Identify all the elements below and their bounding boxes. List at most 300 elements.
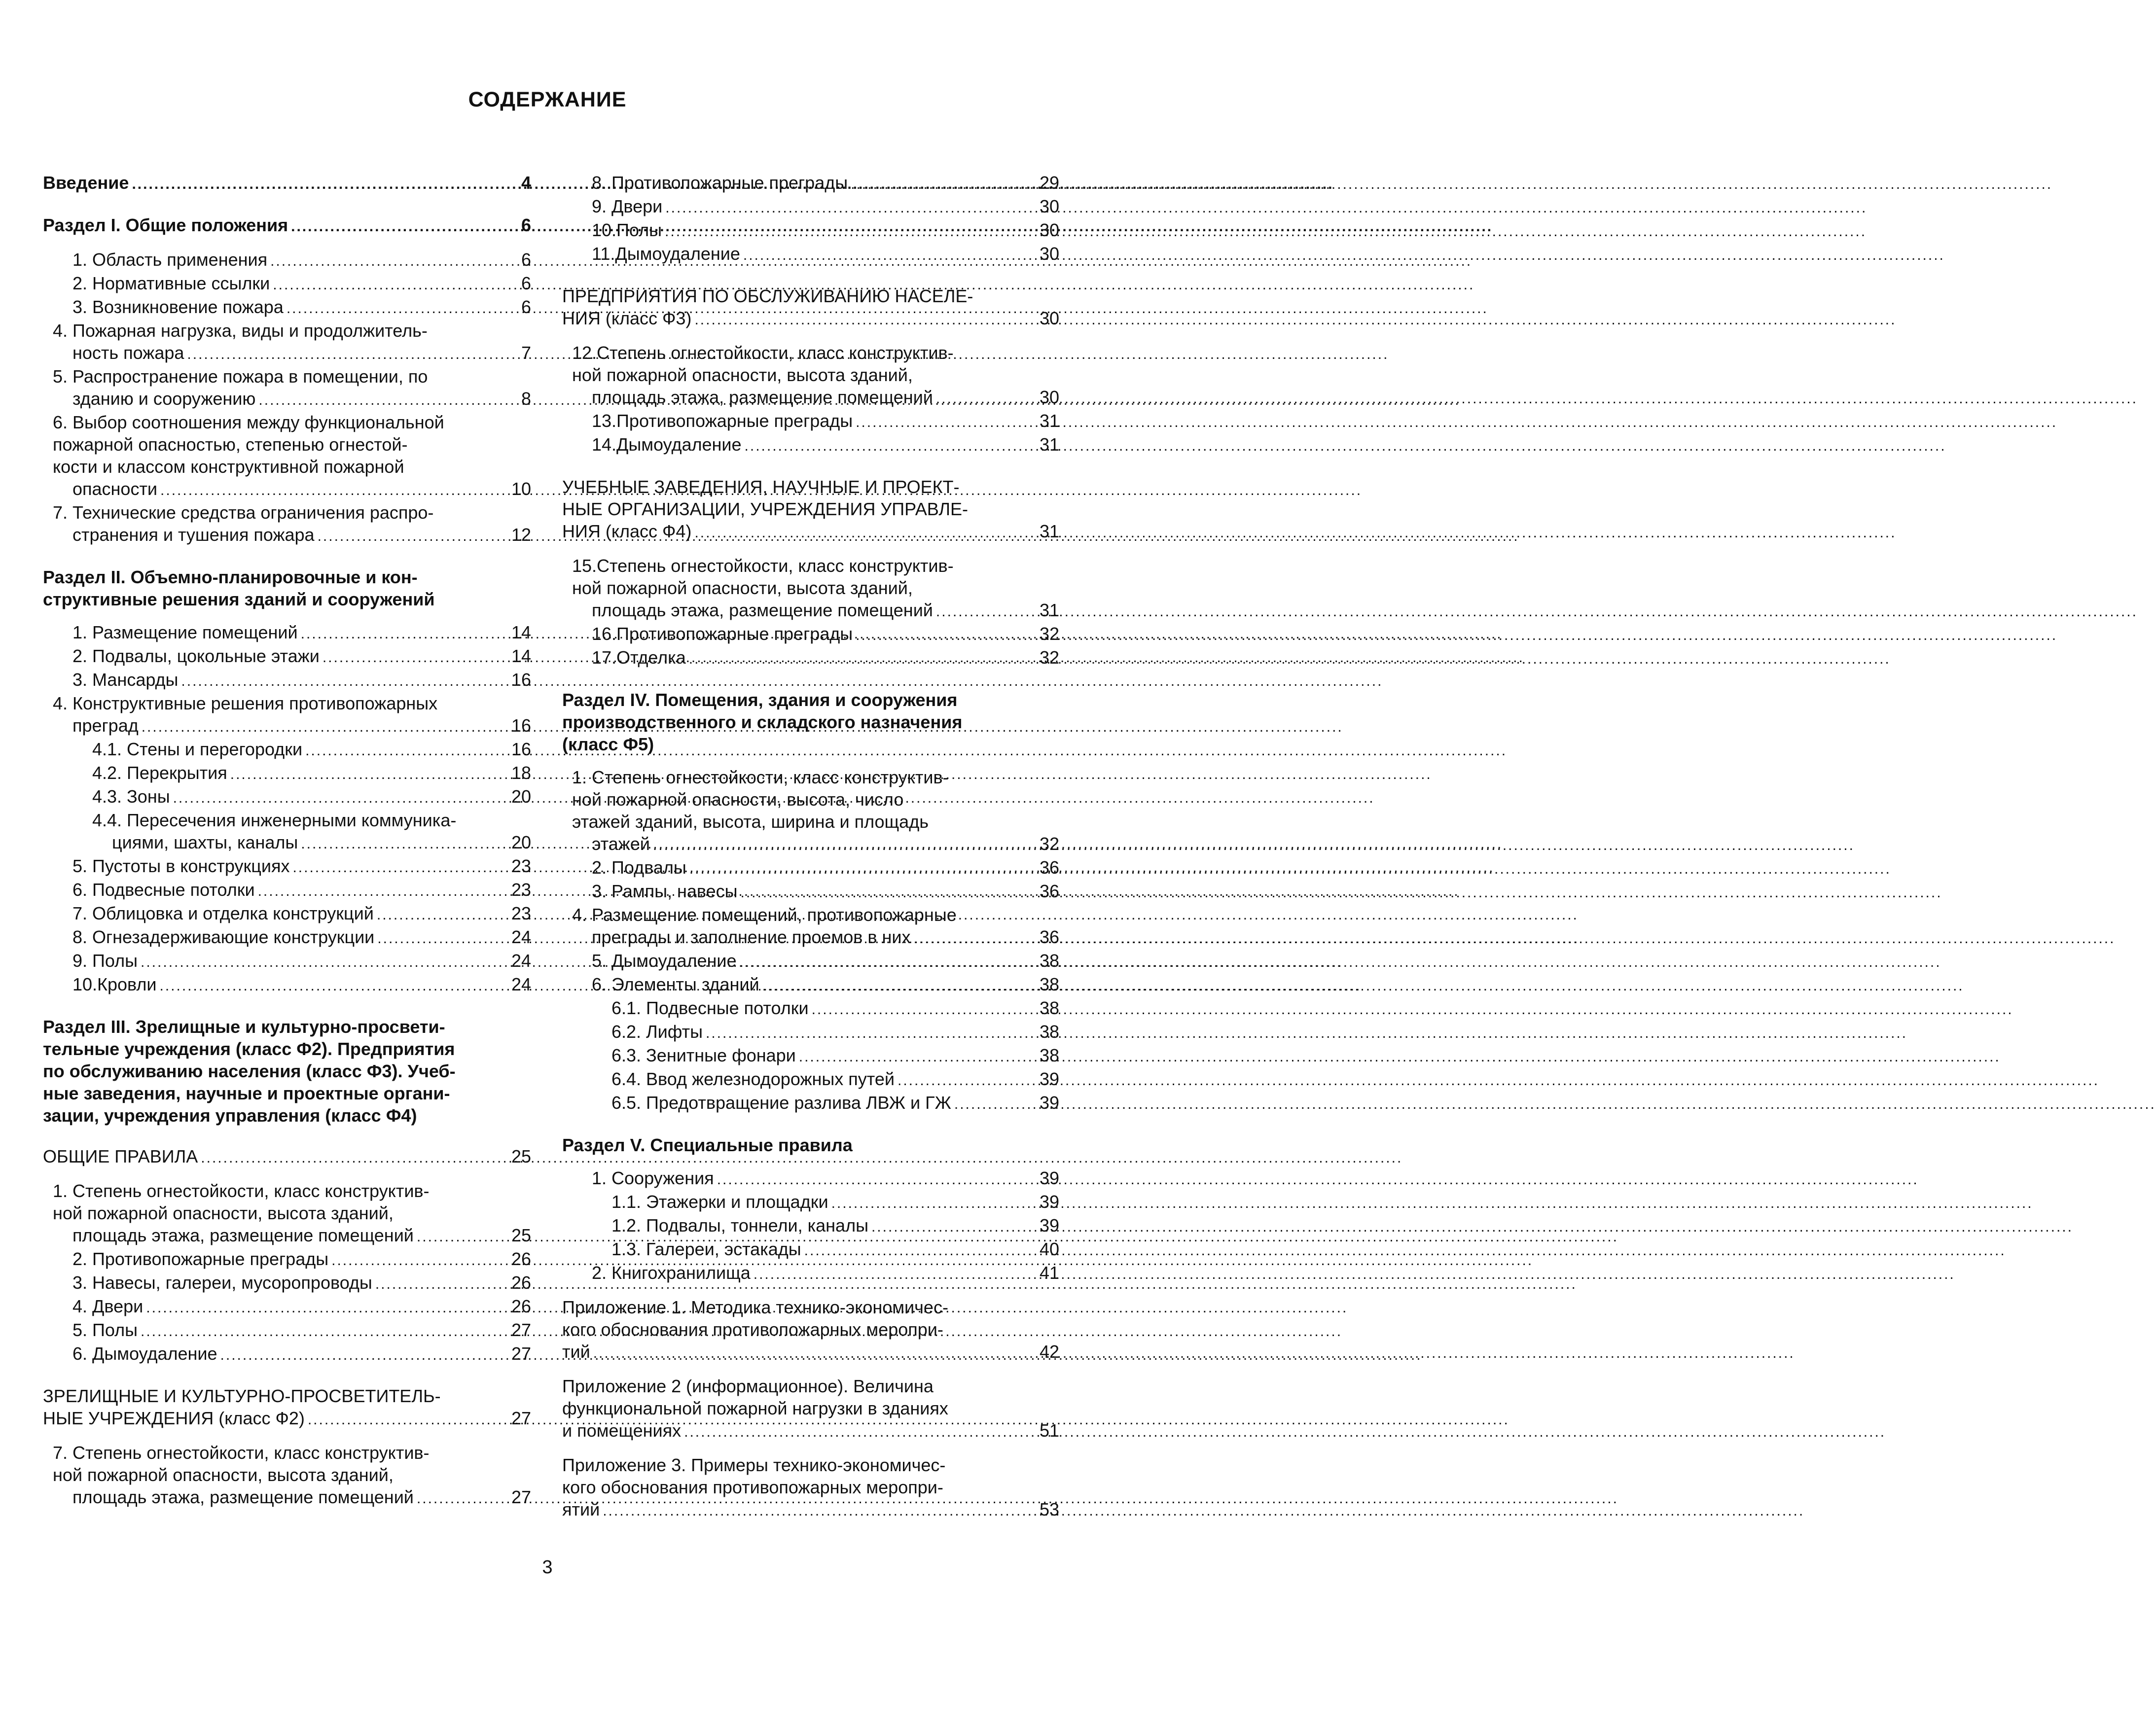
toc-page-number: 31 [1039, 600, 1059, 620]
toc-entry-text: Раздел I. Общие положения [43, 215, 288, 235]
toc-entry[interactable] [562, 1092, 1059, 1115]
toc-entry-line: производственного и складского назначения [562, 712, 963, 732]
toc-entry-last-line [72, 248, 531, 272]
dot-leader [913, 927, 1037, 950]
toc-entry[interactable] [562, 243, 1059, 266]
dot-leader [717, 1168, 1037, 1191]
dot-leader [653, 834, 1037, 856]
toc-page-number: 25 [511, 1146, 531, 1166]
toc-page-number: 30 [1039, 196, 1059, 216]
toc-page-number: 31 [1039, 521, 1059, 541]
toc-entry-last-line [562, 1134, 1059, 1156]
toc-entry-text: этажей [592, 834, 650, 854]
toc-entry-text: преграды и заполнение проемов в них [592, 927, 911, 947]
toc-entry-last-line [72, 1248, 531, 1272]
toc-page-number: 36 [1039, 927, 1059, 947]
toc-entry[interactable] [43, 692, 531, 738]
dot-leader [141, 951, 508, 973]
toc-entry-last-line [592, 219, 1059, 243]
toc-page-number: 30 [1039, 244, 1059, 264]
toc-entry-last-line [592, 1167, 1059, 1191]
toc-entry-text: 11.Дымоудаление [592, 244, 740, 264]
toc-entry[interactable] [562, 880, 1059, 904]
toc-entry[interactable] [43, 1295, 531, 1319]
toc-page-number: 8 [521, 389, 531, 409]
toc-entry-line: 4. Конструктивные решения противопожарных [53, 693, 438, 713]
toc-entry[interactable] [562, 1262, 1059, 1285]
toc-page-number: 32 [1039, 624, 1059, 644]
toc-entry-last-line [592, 599, 1059, 623]
toc-entry[interactable] [43, 272, 531, 296]
toc-entry-last-line [43, 1145, 531, 1169]
toc-entry-line: ной пожарной опасности, высота, число [572, 789, 904, 810]
dot-leader [740, 951, 1037, 973]
toc-entry[interactable] [562, 342, 1059, 410]
toc-entry-last-line [92, 738, 531, 762]
toc-entry-last-line [72, 902, 531, 926]
toc-entry[interactable] [43, 621, 531, 645]
toc-entry-last-line [611, 1238, 1059, 1262]
toc-entry[interactable] [562, 555, 1059, 623]
toc-entry-last-line [72, 478, 531, 501]
toc-entry-line: 1. Степень огнестойкости, класс конструктив- [53, 1181, 430, 1201]
toc-entry[interactable] [43, 879, 531, 902]
toc-entry-text: 14.Дымоудаление [592, 434, 742, 455]
toc-page-number: 16 [511, 715, 531, 736]
page-number: 3 [542, 1557, 553, 1578]
dot-leader [331, 1249, 508, 1272]
toc-entry-last-line [611, 1092, 1059, 1115]
dot-leader [799, 1046, 1037, 1068]
toc-page-number: 30 [1039, 387, 1059, 407]
toc-entry[interactable] [562, 1191, 1059, 1214]
toc-entry[interactable] [43, 1248, 531, 1272]
toc-entry-text: 8. Огнезадерживающие конструкции [72, 927, 375, 947]
toc-entry-line: 6. Выбор соотношения между функциональной [53, 412, 444, 432]
toc-page-number: 20 [511, 832, 531, 852]
toc-column-left [43, 172, 531, 1510]
toc-entry-last-line [592, 856, 1059, 880]
toc-entry[interactable] [562, 1375, 1059, 1443]
toc-page-number: 53 [1039, 1499, 1059, 1519]
toc-page-number: 36 [1039, 857, 1059, 878]
toc-entry-last-line [72, 524, 531, 547]
toc-section-heading[interactable] [43, 172, 531, 195]
toc-page-number: 30 [1039, 308, 1059, 328]
toc-entry-last-line [562, 1341, 1059, 1364]
toc-entry-last-line [112, 831, 531, 855]
toc-entry[interactable] [562, 1238, 1059, 1262]
toc-entry[interactable] [43, 1442, 531, 1510]
toc-entry-last-line [611, 1044, 1059, 1068]
toc-page-number: 6 [521, 273, 531, 293]
toc-entry-last-line [592, 833, 1059, 856]
toc-entry-text: 2. Противопожарные преграды [72, 1249, 329, 1269]
toc-page-number: 51 [1039, 1420, 1059, 1441]
toc-page-number: 6 [521, 249, 531, 270]
toc-entry[interactable] [562, 973, 1059, 997]
toc-entry[interactable] [43, 645, 531, 669]
toc-entry-last-line [592, 172, 1059, 195]
dot-leader [173, 787, 508, 809]
toc-page-number: 16 [511, 670, 531, 690]
toc-page-number: 14 [511, 622, 531, 642]
toc-entry-text: структивные решения зданий и сооружений [43, 589, 435, 609]
toc-entry-last-line [72, 950, 531, 973]
toc-entry-line: Раздел II. Объемно-планировочные и кон- [43, 567, 418, 587]
toc-entry[interactable] [562, 856, 1059, 880]
toc-entry[interactable] [562, 1021, 1059, 1044]
toc-page-number: 38 [1039, 1022, 1059, 1042]
toc-entry[interactable] [43, 1272, 531, 1295]
toc-entry[interactable] [562, 285, 1059, 331]
toc-entry-last-line [92, 785, 531, 809]
toc-entry-last-line [592, 433, 1059, 457]
toc-entry-text: 5. Дымоудаление [592, 951, 737, 971]
toc-entry[interactable] [562, 1214, 1059, 1238]
dot-leader [856, 411, 1037, 433]
toc-page-number: 26 [511, 1272, 531, 1293]
toc-entry-line: 7. Степень огнестойкости, класс конструктив- [53, 1443, 430, 1463]
toc-page-number: 6 [521, 215, 531, 235]
toc-page-number: 26 [511, 1249, 531, 1269]
dot-leader [417, 1226, 508, 1248]
toc-entry-last-line [592, 973, 1059, 997]
dot-leader [258, 389, 508, 411]
toc-entry-text: 6.4. Ввод железнодорожных путей [611, 1069, 895, 1089]
toc-entry-last-line [43, 1104, 531, 1127]
toc-entry[interactable] [43, 973, 531, 997]
toc-entry[interactable] [43, 501, 531, 547]
dot-leader [754, 1263, 1037, 1285]
toc-page-number: 30 [1039, 220, 1059, 240]
toc-entry-line: этажей зданий, высота, ширина и площадь [572, 812, 929, 832]
toc-entry-last-line [72, 1272, 531, 1295]
toc-entry-text: циями, шахты, каналы [112, 832, 298, 852]
dot-leader [318, 525, 508, 547]
toc-entry-text: 2. Подвалы, цокольные этажи [72, 646, 320, 666]
toc-page-number: 24 [511, 927, 531, 947]
toc-entry[interactable] [43, 762, 531, 785]
toc-page-number: 12 [511, 525, 531, 545]
toc-entry-line: ной пожарной опасности, высота зданий, [53, 1203, 394, 1223]
toc-page-number: 39 [1039, 1069, 1059, 1089]
toc-entry[interactable] [562, 997, 1059, 1021]
dot-leader [159, 975, 508, 997]
dot-leader [292, 856, 508, 879]
toc-entry[interactable] [43, 809, 531, 855]
toc-entry-line: 4.4. Пересечения инженерными коммуника- [92, 810, 457, 830]
toc-entry-text: Раздел V. Специальные правила [562, 1135, 853, 1155]
toc-page-number: 20 [511, 786, 531, 807]
toc-page-number: 24 [511, 974, 531, 994]
toc-entry-text: площадь этажа, размещение помещений [72, 1225, 414, 1245]
toc-entry-text: тий [562, 1342, 590, 1362]
toc-section-heading[interactable] [43, 214, 531, 238]
toc-entry-text: 5. Полы [72, 1320, 138, 1340]
toc-entry-line: 4. Пожарная нагрузка, виды и продолжитель- [53, 320, 428, 341]
toc-entry[interactable] [562, 766, 1059, 856]
toc-section-heading[interactable] [562, 689, 1059, 755]
toc-entry[interactable] [43, 785, 531, 809]
toc-entry[interactable] [43, 319, 531, 365]
toc-entry-line: 12.Степень огнестойкости, класс конструктив- [572, 343, 954, 363]
dot-leader [377, 927, 508, 950]
toc-entry-text: 1. Размещение помещений [72, 622, 298, 642]
toc-page-number: 29 [1039, 173, 1059, 193]
toc-entry-text: НЫЕ УЧРЕЖДЕНИЯ (класс Ф2) [43, 1408, 305, 1428]
toc-page-number: 31 [1039, 411, 1059, 431]
toc-page-number: 40 [1039, 1239, 1059, 1259]
toc-entry-last-line [72, 879, 531, 902]
dot-leader [323, 646, 508, 669]
toc-entry[interactable] [43, 1342, 531, 1366]
toc-entry-last-line [72, 1295, 531, 1319]
toc-page-number: 27 [511, 1487, 531, 1507]
toc-entry-text: 6.1. Подвесные потолки [611, 998, 809, 1018]
dot-leader [856, 624, 1037, 646]
toc-entry[interactable] [562, 623, 1059, 646]
toc-entry-last-line [562, 1498, 1059, 1522]
toc-entry-text: 6. Подвесные потолки [72, 880, 255, 900]
toc-entry-text: 6.3. Зенитные фонари [611, 1045, 796, 1065]
toc-entry[interactable] [43, 902, 531, 926]
toc-entry-line: ной пожарной опасности, высота зданий, [572, 365, 913, 385]
toc-entry-line: ПРЕДПРИЯТИЯ ПО ОБСЛУЖИВАНИЮ НАСЕЛЕ- [562, 286, 973, 306]
toc-entry-text: Введение [43, 173, 129, 193]
dot-leader [187, 343, 508, 365]
toc-entry[interactable] [43, 926, 531, 950]
toc-entry[interactable] [43, 248, 531, 272]
dot-leader [142, 716, 508, 738]
toc-entry[interactable] [562, 950, 1059, 973]
toc-entry-text: 3. Навесы, галереи, мусоропроводы [72, 1272, 372, 1293]
toc-page-number: 31 [1039, 434, 1059, 455]
toc-entry-last-line [43, 1407, 531, 1431]
toc-entry-line: 5. Распространение пожара в помещении, по [53, 366, 428, 387]
dot-leader [160, 479, 508, 501]
toc-entry-line: Приложение 2 (информационное). Величина [562, 1376, 934, 1396]
toc-entry-line: УЧЕБНЫЕ ЗАВЕДЕНИЯ, НАУЧНЫЕ И ПРОЕКТ- [562, 477, 960, 497]
toc-page-number: 38 [1039, 951, 1059, 971]
dot-leader [291, 215, 508, 238]
toc-entry-last-line [43, 214, 531, 238]
toc-page-number: 10 [511, 479, 531, 499]
toc-entry-last-line [592, 950, 1059, 973]
toc-entry-text: площадь этажа, размещение помещений [72, 1487, 414, 1507]
toc-page-number: 38 [1039, 998, 1059, 1018]
toc-entry[interactable] [43, 1385, 531, 1431]
toc-entry-line: ной пожарной опасности, высота зданий, [53, 1465, 394, 1485]
toc-entry-text: зданию и сооружению [72, 389, 256, 409]
toc-entry[interactable] [43, 365, 531, 411]
toc-entry[interactable] [43, 669, 531, 692]
toc-entry-last-line [72, 272, 531, 296]
toc-entry[interactable] [562, 1044, 1059, 1068]
toc-page-number: 23 [511, 856, 531, 876]
toc-page-number: 38 [1039, 1045, 1059, 1065]
toc-entry[interactable] [43, 411, 531, 501]
toc-entry-text: 1.1. Этажерки и площадки [611, 1192, 828, 1212]
toc-entry-text: 6. Дымоудаление [72, 1343, 217, 1364]
toc-entry[interactable] [43, 1319, 531, 1342]
toc-entry-last-line [592, 195, 1059, 219]
toc-entry-last-line [43, 172, 531, 195]
dot-leader [230, 763, 508, 785]
toc-entry[interactable] [562, 1454, 1059, 1522]
toc-entry-text: ятий [562, 1499, 600, 1519]
toc-entry-text: 3. Рампы, навесы [592, 881, 738, 901]
toc-page-number: 18 [511, 763, 531, 783]
toc-page-number: 27 [511, 1320, 531, 1340]
dot-leader [694, 309, 1037, 331]
toc-page-number: 27 [511, 1408, 531, 1428]
toc-entry[interactable] [562, 1296, 1059, 1364]
toc-entry-last-line [611, 1191, 1059, 1214]
dot-leader [689, 648, 1037, 670]
toc-entry-line: 4. Размещение помещений, противопожарные [572, 905, 957, 925]
toc-entry-last-line [72, 1486, 531, 1510]
dot-leader [258, 880, 508, 902]
toc-entry[interactable] [562, 410, 1059, 433]
toc-page-number: 39 [1039, 1192, 1059, 1212]
toc-page-number: 23 [511, 880, 531, 900]
dot-leader [665, 220, 1037, 243]
dot-leader [954, 1093, 1037, 1115]
toc-page-number: 36 [1039, 881, 1059, 901]
toc-entry-line: ной пожарной опасности, высота зданий, [572, 578, 913, 598]
toc-entry-text: НИЯ (класс Ф3) [562, 308, 692, 328]
toc-entry-line: кого обоснования противопожарных меропри- [562, 1477, 943, 1497]
toc-page-number: 23 [511, 903, 531, 923]
toc-entry[interactable] [562, 195, 1059, 219]
toc-entry-last-line [72, 645, 531, 669]
dot-leader [762, 975, 1037, 997]
toc-section-heading[interactable] [43, 1016, 531, 1127]
toc-entry[interactable] [562, 219, 1059, 243]
toc-page-number: 41 [1039, 1263, 1059, 1283]
toc-entry-text: площадь этажа, размещение помещений [592, 387, 933, 407]
toc-entry-line: кости и классом конструктивной пожарной [53, 457, 404, 477]
toc-page-number: 16 [511, 739, 531, 759]
dot-leader [898, 1069, 1037, 1092]
dot-leader [146, 1297, 508, 1319]
toc-entry-text: опасности [72, 479, 158, 499]
dot-leader [308, 1409, 508, 1431]
toc-entry[interactable] [562, 646, 1059, 670]
toc-entry-line: Раздел IV. Помещения, здания и сооружения [562, 690, 958, 710]
dot-leader [301, 623, 508, 645]
toc-entry-last-line [562, 733, 1059, 755]
toc-entry-line: функциональной пожарной нагрузки в зданиях [562, 1398, 948, 1418]
toc-entry-text: 1.3. Галереи, эстакады [611, 1239, 801, 1259]
dot-leader [871, 1216, 1037, 1238]
toc-entry-text: 17.Отделка [592, 647, 686, 668]
toc-entry-last-line [592, 880, 1059, 904]
dot-leader [377, 904, 508, 926]
toc-page-number: 39 [1039, 1093, 1059, 1113]
toc-entry[interactable] [562, 904, 1059, 950]
toc-entry-last-line [72, 342, 531, 365]
page-title: СОДЕРЖАНИЕ [468, 88, 627, 111]
toc-entry-last-line [611, 997, 1059, 1021]
dot-leader [689, 858, 1037, 880]
dot-leader [603, 1500, 1037, 1522]
toc-entry-line: по обслуживанию населения (класс Ф3). Учеб- [43, 1061, 456, 1081]
toc-entry[interactable] [562, 476, 1059, 544]
toc-entry-last-line [611, 1068, 1059, 1092]
toc-column-right [562, 172, 1059, 1522]
dot-leader [201, 1147, 508, 1169]
toc-page-number: 39 [1039, 1168, 1059, 1188]
toc-entry-text: преград [72, 715, 139, 736]
toc-entry-text: 2. Книгохранилища [592, 1263, 751, 1283]
toc-entry-last-line [72, 855, 531, 879]
toc-entry[interactable] [43, 950, 531, 973]
toc-entry-line: тельные учреждения (класс Ф2). Предприятия [43, 1039, 455, 1059]
toc-entry[interactable] [43, 296, 531, 319]
toc-entry-text: 3. Возникновение пожара [72, 297, 284, 317]
toc-entry-line: пожарной опасностью, степенью огнестой- [53, 434, 408, 455]
toc-entry-last-line [592, 386, 1059, 410]
dot-leader [694, 522, 1037, 544]
toc-entry-text: 10.Полы [592, 220, 662, 240]
dot-leader [220, 1344, 508, 1366]
toc-section-heading[interactable] [43, 566, 531, 610]
toc-entry[interactable] [43, 1180, 531, 1248]
toc-entry-last-line [92, 762, 531, 785]
toc-entry-line: ЗРЕЛИЩНЫЕ И КУЛЬТУРНО-ПРОСВЕТИТЕЛЬ- [43, 1386, 441, 1406]
toc-entry-text: 4.3. Зоны [92, 786, 170, 807]
toc-entry-last-line [72, 296, 531, 319]
toc-entry[interactable] [562, 172, 1059, 195]
toc-page-number: 27 [511, 1343, 531, 1364]
toc-entry-last-line [72, 1342, 531, 1366]
dot-leader [665, 197, 1037, 219]
toc-entry-last-line [43, 588, 531, 610]
toc-entry[interactable] [562, 1167, 1059, 1191]
toc-entry-text: 6. Элементы зданий [592, 974, 759, 994]
toc-entry[interactable] [562, 433, 1059, 457]
dot-leader [684, 1421, 1037, 1443]
toc-entry[interactable] [43, 855, 531, 879]
toc-entry[interactable] [43, 738, 531, 762]
toc-entry-text: 16.Противопожарные преграды [592, 624, 853, 644]
dot-leader [593, 1342, 1037, 1364]
toc-entry-text: ность пожара [72, 343, 184, 363]
dot-leader [812, 998, 1037, 1021]
dot-leader [936, 601, 1037, 623]
toc-section-heading[interactable] [562, 1134, 1059, 1156]
toc-entry-text: 6.2. Лифты [611, 1022, 703, 1042]
toc-entry-last-line [592, 646, 1059, 670]
dot-leader [132, 173, 508, 195]
toc-page-number: 6 [521, 297, 531, 317]
toc-entry[interactable] [43, 1145, 531, 1169]
toc-entry[interactable] [562, 1068, 1059, 1092]
toc-entry-last-line [72, 388, 531, 411]
toc-entry-last-line [611, 1214, 1059, 1238]
dot-leader [141, 1320, 508, 1342]
toc-entry-text: 10.Кровли [72, 974, 157, 994]
toc-entry-last-line [592, 926, 1059, 950]
toc-page-number: 32 [1039, 834, 1059, 854]
dot-leader [936, 388, 1037, 410]
dot-leader [851, 173, 1037, 195]
toc-entry-last-line [562, 1419, 1059, 1443]
toc-entry-text: 4.1. Стены и перегородки [92, 739, 303, 759]
toc-page-number: 7 [521, 343, 531, 363]
